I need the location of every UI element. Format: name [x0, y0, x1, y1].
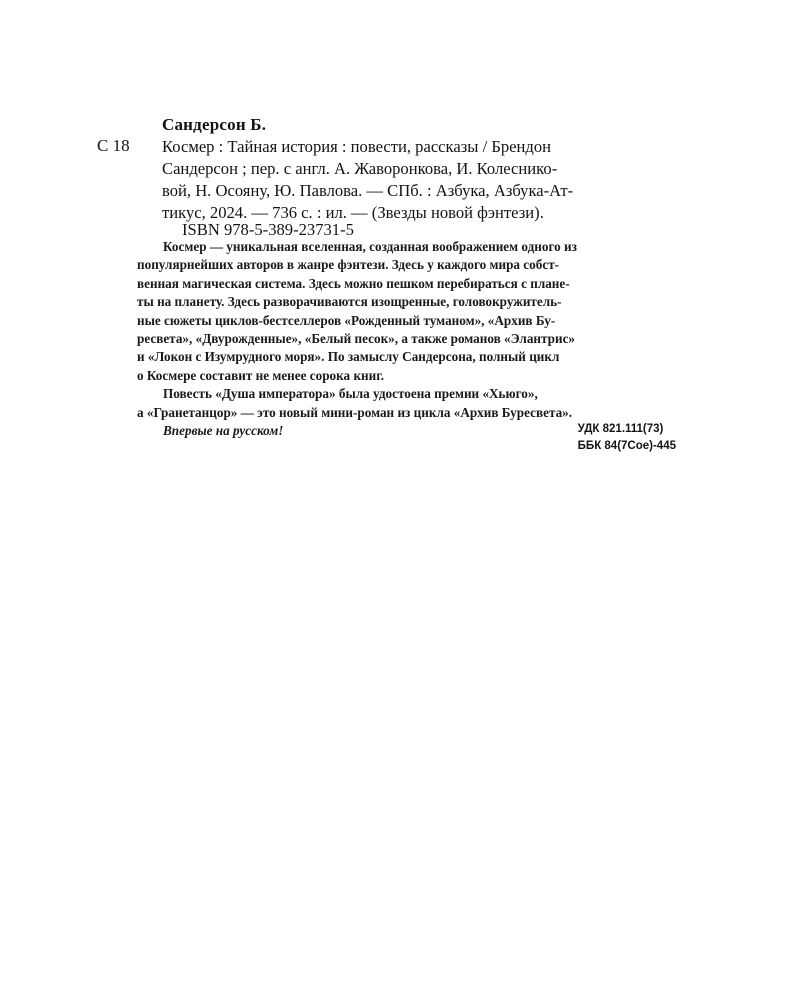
catalog-code: С 18	[97, 136, 130, 155]
biblio-line: Сандерсон ; пер. с англ. А. Жаворонкова, И. Колеснико-	[162, 159, 558, 178]
annotation-line: Космер — уникальная вселенная, созданная воображением одного из	[163, 239, 577, 254]
annotation-line: ты на планету. Здесь разворачиваются изощренные, головокружитель-	[137, 294, 562, 310]
bibliographic-record	[162, 136, 632, 224]
first-edition-note: Впервые на русском!	[163, 423, 284, 439]
annotation-line: популярнейших авторов в жанре фэнтези. Здесь у каждого мира собст-	[137, 257, 560, 273]
annotation-line: Повесть «Душа императора» была удостоена премии «Хьюго»,	[163, 386, 538, 402]
udk-code: УДК 821.111(73)	[577, 423, 664, 435]
annotation-line: ресвета», «Двурожденные», «Белый песок», а также романов «Элантрис»	[137, 331, 576, 347]
annotation-line: а «Гранетанцор» — это новый мини-роман из цикла «Архив Буресвета».	[137, 404, 573, 420]
annotation	[137, 238, 677, 440]
annotation-line: о Космере составит не менее сорока книг.	[137, 367, 385, 383]
classification-codes	[578, 421, 676, 455]
biblio-line: вой, Н. Осояну, Ю. Павлова. — СПб. : Азбука, Азбука-Ат-	[162, 181, 574, 200]
author-heading: Сандерсон Б.	[162, 115, 267, 134]
annotation-line: венная магическая система. Здесь можно пешком перебираться с плане-	[137, 275, 570, 291]
biblio-line: Космер : Тайная история : повести, рассказы / Брендон	[162, 137, 552, 156]
bbk-code: ББК 84(7Сое)-445	[577, 440, 676, 452]
annotation-line: ные сюжеты циклов-бестселлеров «Рожденный туманом», «Архив Бу-	[137, 312, 556, 328]
annotation-line: и «Локон с Изумрудного моря». По замыслу Сандерсона, полный цикл	[137, 349, 560, 365]
isbn: ISBN 978-5-389-23731-5	[182, 220, 354, 239]
biblio-line: тикус, 2024. — 736 с. : ил. — (Звезды новой фэнтези).	[162, 203, 544, 222]
